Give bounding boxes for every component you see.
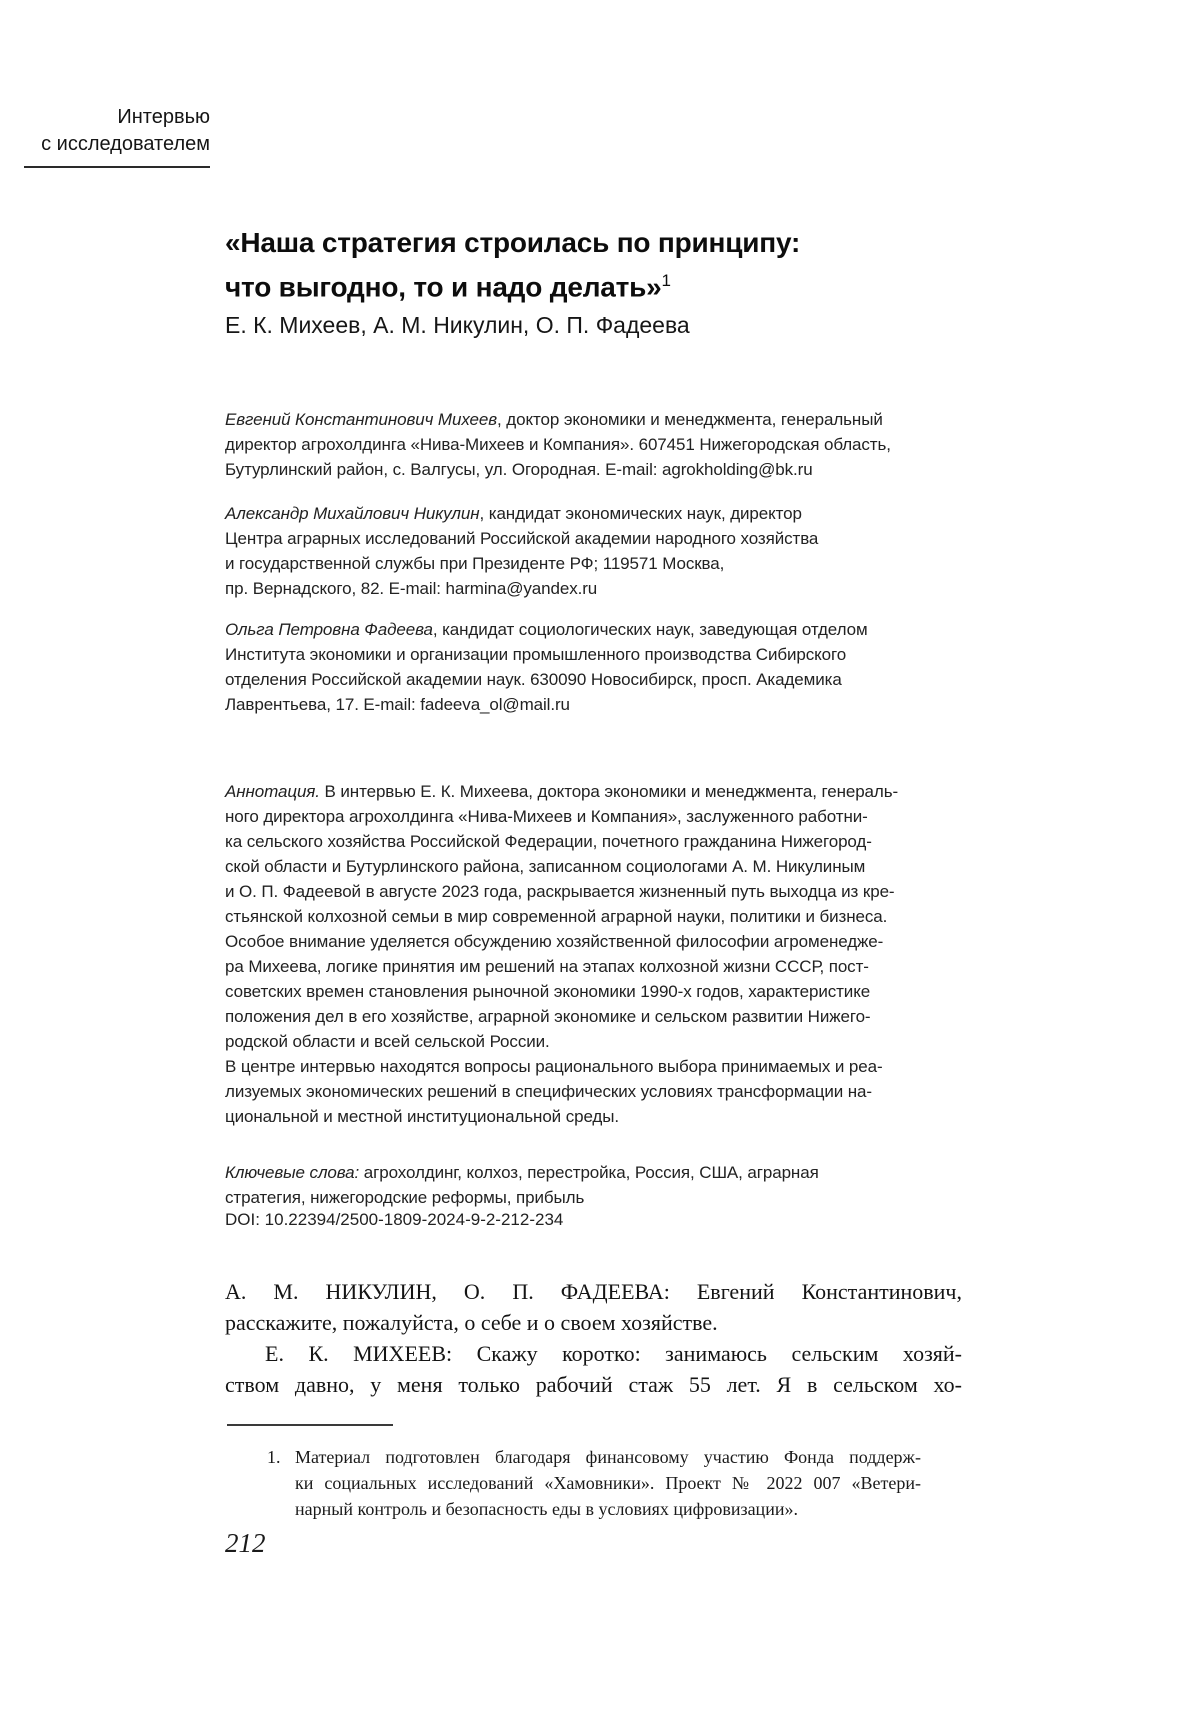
author-name-mikheev: Евгений Константинович Михеев	[225, 410, 498, 429]
author-bio-nikulin-text: , кандидат экономических наук, директор Центра аграрных исследований Российской академии народного хозяйства и государственной службы при Президенте РФ; 119571 Москва, пр. Вернадского, 82. E-mail: harmina@yandex.ru	[225, 504, 819, 598]
main-column	[225, 0, 962, 1710]
footnote-line1: Материал подготовлен благодаря финансовому участию Фонда поддерж-	[295, 1447, 921, 1467]
authors-line: Е. К. Михеев, А. М. Никулин, О. П. Фадеева	[225, 312, 690, 338]
article-title-line2: что выгодно, то и надо делать»	[225, 271, 662, 303]
section-label-line1: Интервью	[117, 106, 210, 128]
author-bio-fadeeva-text: , кандидат социологических наук, заведующая отделом Института экономики и организации промышленного производства Сибирского отделения Российской академии наук. 630090 Новосибирск, просп. Академика Лаврентьева, 17. E-mail: fadeeva_ol@mail.ru	[225, 620, 868, 714]
interview-text	[225, 1276, 962, 1400]
keywords-text: агрохолдинг, колхоз, перестройка, Россия, США, аграрная стратегия, нижегородские реформы, прибыль	[225, 1163, 819, 1207]
abstract-paragraph	[225, 779, 962, 1129]
article-title-line1: «Наша стратегия строилась по принципу:	[225, 227, 801, 258]
interview-q-line1: А. М. НИКУЛИН, О. П. ФАДЕЕВА: Евгений Константинович,	[225, 1279, 962, 1304]
title-footnote-marker: 1	[661, 271, 671, 290]
doi-line: DOI: 10.22394/2500-1809-2024-9-2-212-234	[225, 1210, 564, 1229]
author-bio-mikheev-text: , доктор экономики и менеджмента, генеральный директор агрохолдинга «Нива-Михеев и Компания». 607451 Нижегородская область, Бутурлинский район, с. Валгусы, ул. Огородная. E-mail: agrokholding@bk.ru	[225, 410, 891, 479]
interview-a-line2: ством давно, у меня только рабочий стаж 55 лет. Я в сельском хо-	[225, 1372, 962, 1397]
keywords-paragraph	[225, 1160, 962, 1210]
interview-a-line1: Е. К. МИХЕЕВ: Скажу коротко: занимаюсь сельским хозяй-	[265, 1341, 962, 1366]
footnote-body	[295, 1444, 921, 1522]
keywords-label: Ключевые слова:	[225, 1163, 360, 1182]
author-name-nikulin: Александр Михайлович Никулин	[225, 504, 480, 523]
page-number: 212	[225, 1528, 266, 1558]
article-title	[225, 224, 962, 306]
author-bio-fadeeva	[225, 617, 962, 717]
footnote-separator	[227, 1424, 393, 1426]
author-bio-nikulin	[225, 501, 962, 601]
footnote	[267, 1444, 921, 1522]
author-name-fadeeva: Ольга Петровна Фадеева	[225, 620, 433, 639]
footnote-number: 1.	[267, 1447, 281, 1467]
abstract-text: В интервью Е. К. Михеева, доктора экономики и менеджмента, генераль- ного директора агрохолдинга «Нива-Михеев и Компания», заслуженного работни- ка сельского хозяйства Российской Федерации, почетного гражданина Нижегород- ской области и Бутурлинского района, записанном социологами А. М. Никулиным и О. П. Фадеевой в августе 2023 года, раскрывается жизненный путь выходца из кре- стьянской колхозной семьи в мир современной аграрной науки, политики и бизнеса. Особое внимание уделяется обсуждению хозяйственной философии агроменедже- ра Михеева, логике принятия им решений на этапах колхозной жизни СССР, пост- советских времен становления рыночной экономики 1990-х годов, характеристике положения дел в его хозяйстве, аграрной экономике и сельском развитии Нижего- родской области и всей сельской России. В центре интервью находятся вопросы рационального выбора принимаемых и реа- лизуемых экономических решений в специфических условиях трансформации на- циональной и местной институциональной среды.	[225, 782, 899, 1126]
footnote-line3: нарный контроль и безопасность еды в условиях цифровизации».	[295, 1499, 798, 1519]
section-label	[24, 104, 210, 168]
author-bio-mikheev	[225, 407, 962, 482]
footnote-line2: ки социальных исследований «Хамовники». Проект № 2022 007 «Ветери-	[295, 1473, 921, 1493]
interview-q-line2: расскажите, пожалуйста, о себе и о своем хозяйстве.	[225, 1310, 718, 1335]
abstract-label: Аннотация.	[225, 782, 320, 801]
section-label-line2: с исследователем	[41, 133, 210, 155]
